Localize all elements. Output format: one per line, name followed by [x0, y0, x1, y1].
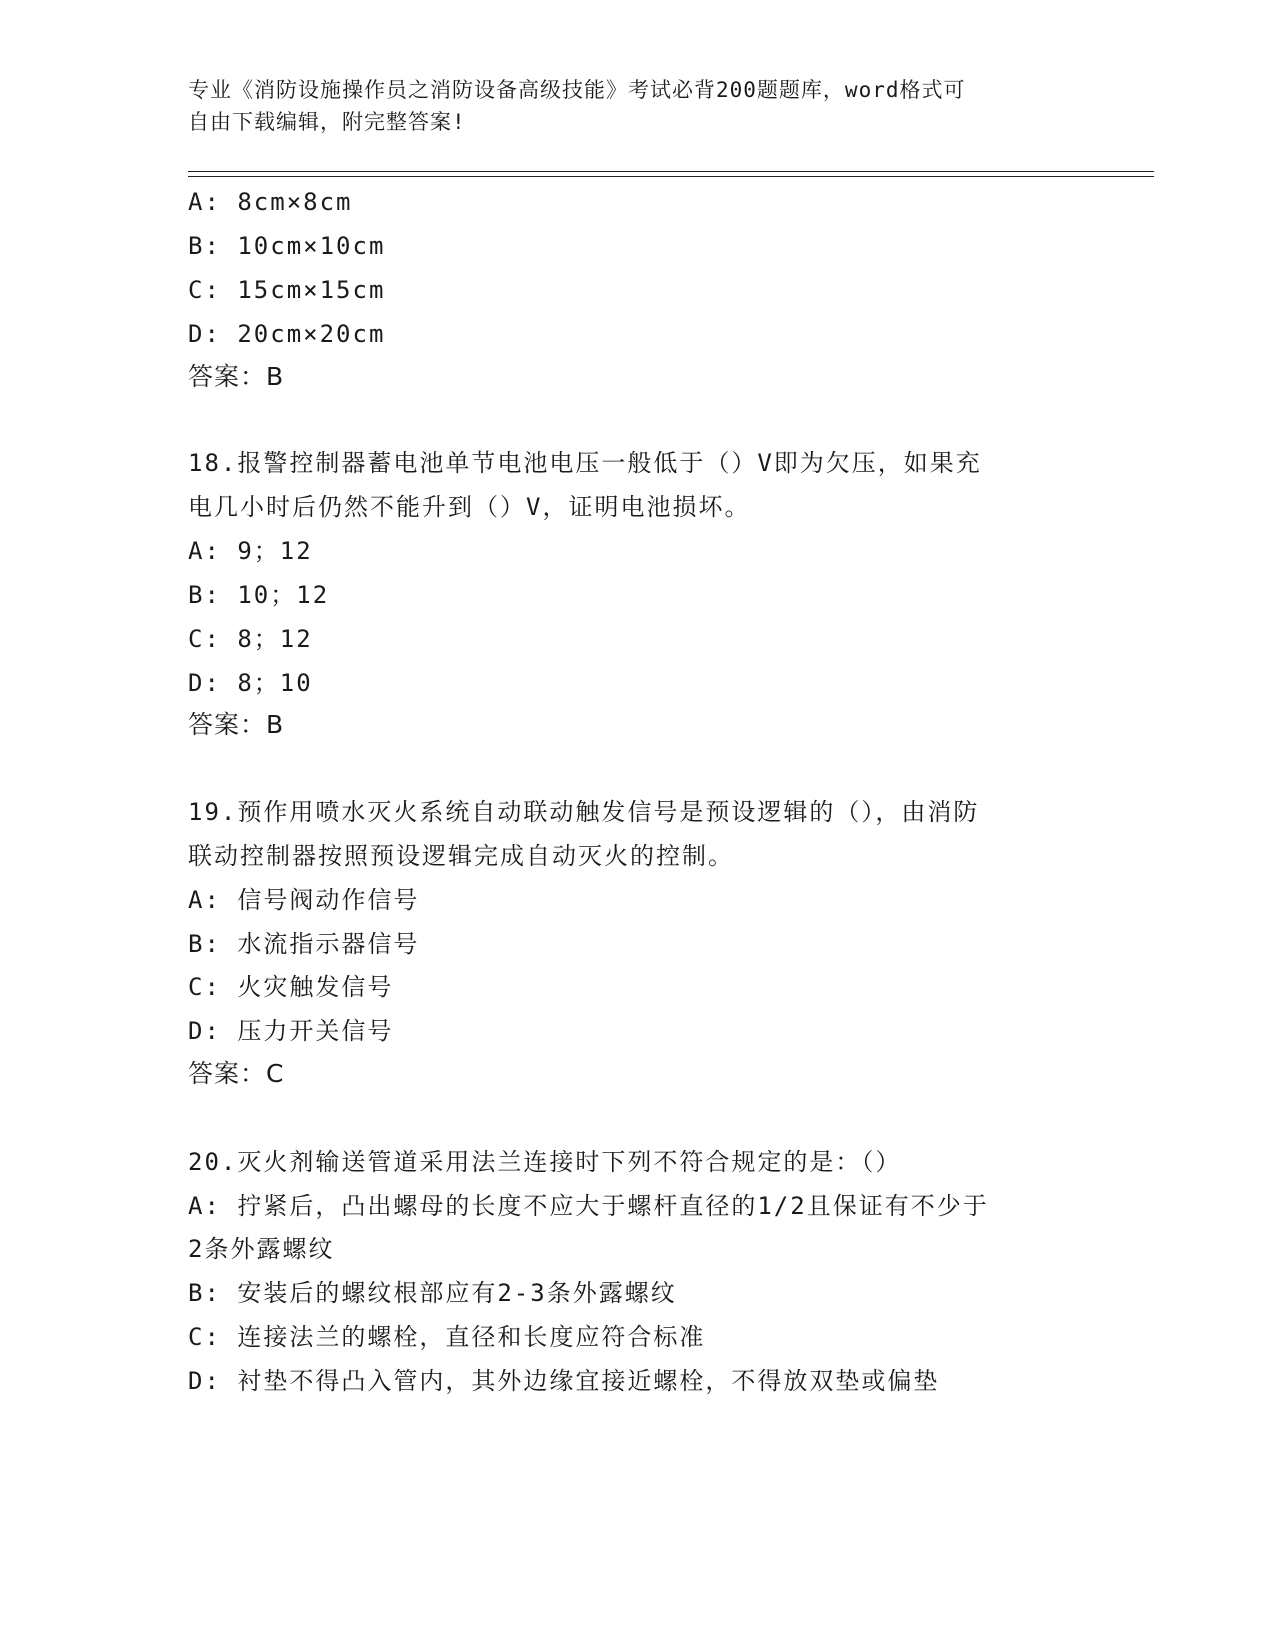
q19-answer: 答案：C — [188, 1059, 285, 1088]
q17-option-c: C: 15cm×15cm — [188, 276, 386, 304]
header-title-line1: 专业《消防设施操作员之消防设备高级技能》考试必背200题题库，word格式可 — [188, 78, 966, 102]
q20-option-c: C: 连接法兰的螺栓，直径和长度应符合标准 — [188, 1323, 706, 1351]
header-title-line2: 自由下载编辑，附完整答案! — [188, 110, 466, 134]
q19-stem-line2: 联动控制器按照预设逻辑完成自动灭火的控制。 — [188, 842, 734, 870]
q20-option-d: D: 衬垫不得凸入管内，其外边缘宜接近螺栓，不得放双垫或偏垫 — [188, 1367, 940, 1395]
q18-stem-line2: 电几小时后仍然不能升到（）V，证明电池损坏。 — [188, 493, 751, 521]
q20-option-b: B: 安装后的螺纹根部应有2-3条外露螺纹 — [188, 1279, 677, 1307]
q17-answer: 答案：B — [188, 362, 285, 391]
header-divider-bottom — [188, 176, 1154, 177]
q19-option-a: A: 信号阀动作信号 — [188, 886, 420, 914]
header-divider-top — [188, 171, 1154, 172]
q20-option-a-line1: A: 拧紧后，凸出螺母的长度不应大于螺杆直径的1/2且保证有不少于 — [188, 1192, 989, 1220]
document-header — [188, 74, 1088, 138]
q19-option-d: D: 压力开关信号 — [188, 1017, 394, 1045]
q18-answer: 答案：B — [188, 710, 285, 739]
q17-option-a: A: 8cm×8cm — [188, 188, 353, 216]
q19-stem-line1: 19.预作用喷水灭火系统自动联动触发信号是预设逻辑的（），由消防 — [188, 798, 980, 826]
q18-option-c: C: 8；12 — [188, 625, 313, 653]
q18-stem-line1: 18.报警控制器蓄电池单节电池电压一般低于（）V即为欠压，如果充 — [188, 449, 982, 477]
q19-option-c: C: 火灾触发信号 — [188, 973, 394, 1001]
q19-option-b: B: 水流指示器信号 — [188, 930, 420, 958]
q20-option-a-line2: 2条外露螺纹 — [188, 1235, 335, 1263]
q20-stem: 20.灭火剂输送管道采用法兰连接时下列不符合规定的是：（） — [188, 1148, 902, 1176]
q18-option-a: A: 9；12 — [188, 537, 313, 565]
q18-option-b: B: 10；12 — [188, 581, 330, 609]
q17-option-b: B: 10cm×10cm — [188, 232, 386, 260]
q18-option-d: D: 8；10 — [188, 669, 313, 697]
q17-option-d: D: 20cm×20cm — [188, 320, 386, 348]
